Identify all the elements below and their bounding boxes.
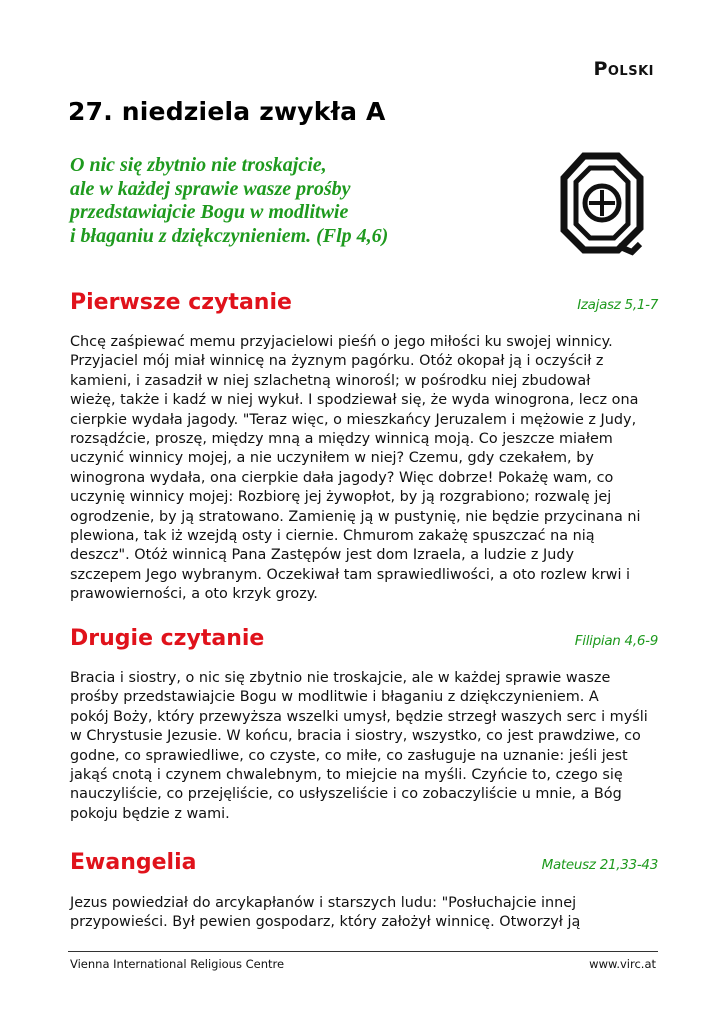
text-line: nauczyliście, co przejęliście, co usłyszeliście i co zobaczyliście u mnie, a Bóg bbox=[70, 786, 622, 803]
text-line: Chcę zaśpiewać memu przyjacielowi pieśń o jego miłości ku swojej winnicy. bbox=[70, 334, 613, 350]
text-line: w Chrystusie Jezusie. W końcu, bracia i siostry, wszystko, co jest prawdziwe, co bbox=[70, 728, 641, 745]
motto-line: O nic się zbytnio nie troskajcie, bbox=[70, 154, 327, 176]
section-title: Ewangelia bbox=[70, 850, 197, 875]
section-title: Drugie czytanie bbox=[70, 626, 265, 651]
virc-emblem-icon bbox=[560, 152, 644, 256]
text-line: jakąś cnotą i czynem chwalebnym, to miejcie na myśli. Czyńcie to, czego się bbox=[70, 767, 623, 784]
text-line: rozsądźcie, proszę, między mną a między winnicą moją. Co jeszcze miałem bbox=[70, 431, 613, 448]
text-line: uczynię winnicy mojej: Rozbiorę jej żywopłot, by ją rozgrabiono; rozwalę jej bbox=[70, 489, 612, 506]
motto-line: i błaganiu z dziękczynieniem. (Flp 4,6) bbox=[70, 224, 389, 247]
section-reference: Izajasz 5,1-7 bbox=[577, 297, 658, 313]
text-line: winogrona wydała, ona cierpkie dała jagody? Więc dobrze! Pokażę wam, co bbox=[70, 469, 614, 486]
text-line: pokój Boży, który przewyższa wszelki umysł, będzie strzegł waszych serc i myśli bbox=[70, 708, 648, 725]
section-gospel-header bbox=[70, 850, 658, 880]
language-label: Polski bbox=[593, 58, 654, 80]
footer-divider bbox=[68, 951, 658, 952]
page-title: 27. niedziela zwykła A bbox=[68, 97, 386, 126]
gospel-text bbox=[70, 894, 660, 933]
section-first-reading-header bbox=[70, 290, 658, 320]
text-line: godne, co sprawiedliwe, co czyste, co miłe, co zasługuje na uznanie: jeśli jest bbox=[70, 747, 628, 764]
motto-line: ale w każdej sprawie wasze prośby bbox=[70, 177, 351, 200]
motto-quote bbox=[70, 154, 510, 248]
section-reference: Filipian 4,6-9 bbox=[574, 633, 658, 649]
section-second-reading-header bbox=[70, 626, 658, 656]
text-line: cierpkie wydała jagody. "Teraz więc, o mieszkańcy Jeruzalem i mężowie z Judy, bbox=[70, 411, 637, 428]
section-title: Pierwsze czytanie bbox=[70, 290, 292, 315]
text-line: kamieni, i zasadził w niej szlachetną winorośl; w pośrodku niej zbudował bbox=[70, 372, 591, 389]
motto-line: przedstawiajcie Bogu w modlitwie bbox=[70, 201, 349, 223]
text-line: prośby przedstawiajcie Bogu w modlitwie i błaganiu z dziękczynieniem. A bbox=[70, 689, 599, 706]
footer-website: www.virc.at bbox=[589, 957, 656, 971]
text-line: pokoju będzie z wami. bbox=[70, 805, 230, 822]
text-line: przypowieści. Był pewien gospodarz, który założył winnicę. Otworzył ją bbox=[70, 914, 581, 931]
second-reading-text bbox=[70, 669, 660, 824]
text-line: ogrodzenie, by ją stratowano. Zamienię ją w pustynię, nie będzie przycinana ni bbox=[70, 508, 641, 525]
text-line: Jezus powiedział do arcykapłanów i starszych ludu: "Posłuchajcie innej bbox=[70, 895, 577, 911]
text-line: wieżę, także i kadź w niej wykuł. I spodziewał się, że wyda winogrona, lecz ona bbox=[70, 392, 639, 409]
text-line: deszcz". Otóż winnicą Pana Zastępów jest dom Izraela, a ludzie z Judy bbox=[70, 547, 575, 564]
first-reading-text bbox=[70, 333, 660, 605]
text-line: Bracia i siostry, o nic się zbytnio nie troskajcie, ale w każdej sprawie wasze bbox=[70, 670, 611, 686]
text-line: plewiona, tak iż wzejdą osty i ciernie. Chmurom zakażę spuszczać na nią bbox=[70, 528, 595, 545]
text-line: szczepem Jego wybranym. Oczekiwał tam sprawiedliwości, a oto rozlew krwi i bbox=[70, 566, 631, 583]
text-line: prawowierności, a oto krzyk grozy. bbox=[70, 586, 318, 603]
footer-organization: Vienna International Religious Centre bbox=[70, 957, 285, 971]
text-line: Przyjaciel mój miał winnicę na żyznym pagórku. Otóż okopał ją i oczyścił z bbox=[70, 353, 604, 370]
text-line: uczynić winnicy mojej, a nie uczyniłem w niej? Czemu, gdy czekałem, by bbox=[70, 450, 594, 467]
section-reference: Mateusz 21,33-43 bbox=[541, 857, 658, 873]
